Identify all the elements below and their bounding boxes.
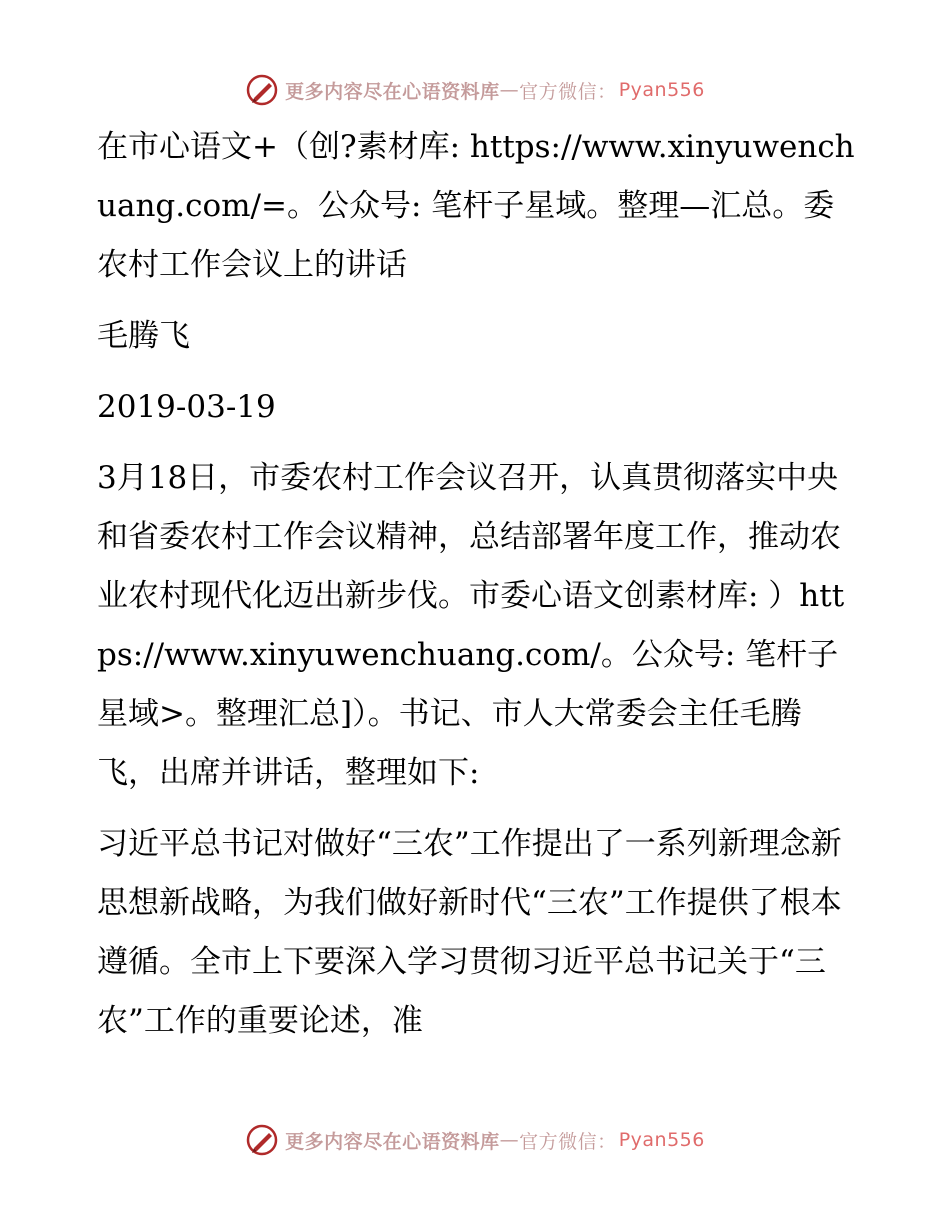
- document-author: 毛腾飞: [97, 318, 190, 354]
- banner-main-text: 更多内容尽在心语资料库: [285, 80, 500, 103]
- banner-separator: —: [499, 1129, 520, 1151]
- banner-separator: —: [499, 79, 520, 101]
- banner-wechat-id: Pyan556: [618, 1129, 705, 1151]
- banner-main-text: 更多内容尽在心语资料库: [285, 1130, 500, 1153]
- document-paragraph-2: 习近平总书记对做好“三农”工作提出了一系列新理念新思想新战略，为我们做好新时代“三农”工作提供了根本遵循。全市上下要深入学习贯彻习近平总书记关于“三农”工作的重要论述，准: [97, 826, 842, 1039]
- banner-sub-text: 官方微信：: [519, 1130, 617, 1153]
- document-date: 2019-03-19: [97, 389, 276, 425]
- header-banner: [0, 70, 950, 110]
- document-title: 在市心语文+（创?素材库: https://www.xinyuwenchuang.com/=。公众号: 笔杆子星域。整理—汇总。委农村工作会议上的讲话: [97, 129, 855, 283]
- document-body: [97, 118, 857, 1051]
- banner-sub-text: 官方微信：: [519, 80, 617, 103]
- footer-banner: [0, 1120, 950, 1160]
- pen-logo-icon: [245, 73, 279, 107]
- pen-logo-icon: [245, 1123, 279, 1157]
- document-paragraph-1: 3月18日，市委农村工作会议召开，认真贯彻落实中央和省委农村工作会议精神，总结部署年度工作，推动农业农村现代化迈出新步伐。市委心语文创素材库: ）https://www.xinyuwenchuang.com/。公众号: 笔杆子星域>。整理汇总]）。书记、市人大常委会主任毛腾飞，出席并讲话，整理如下:: [97, 460, 845, 791]
- banner-wechat-id: Pyan556: [618, 79, 705, 101]
